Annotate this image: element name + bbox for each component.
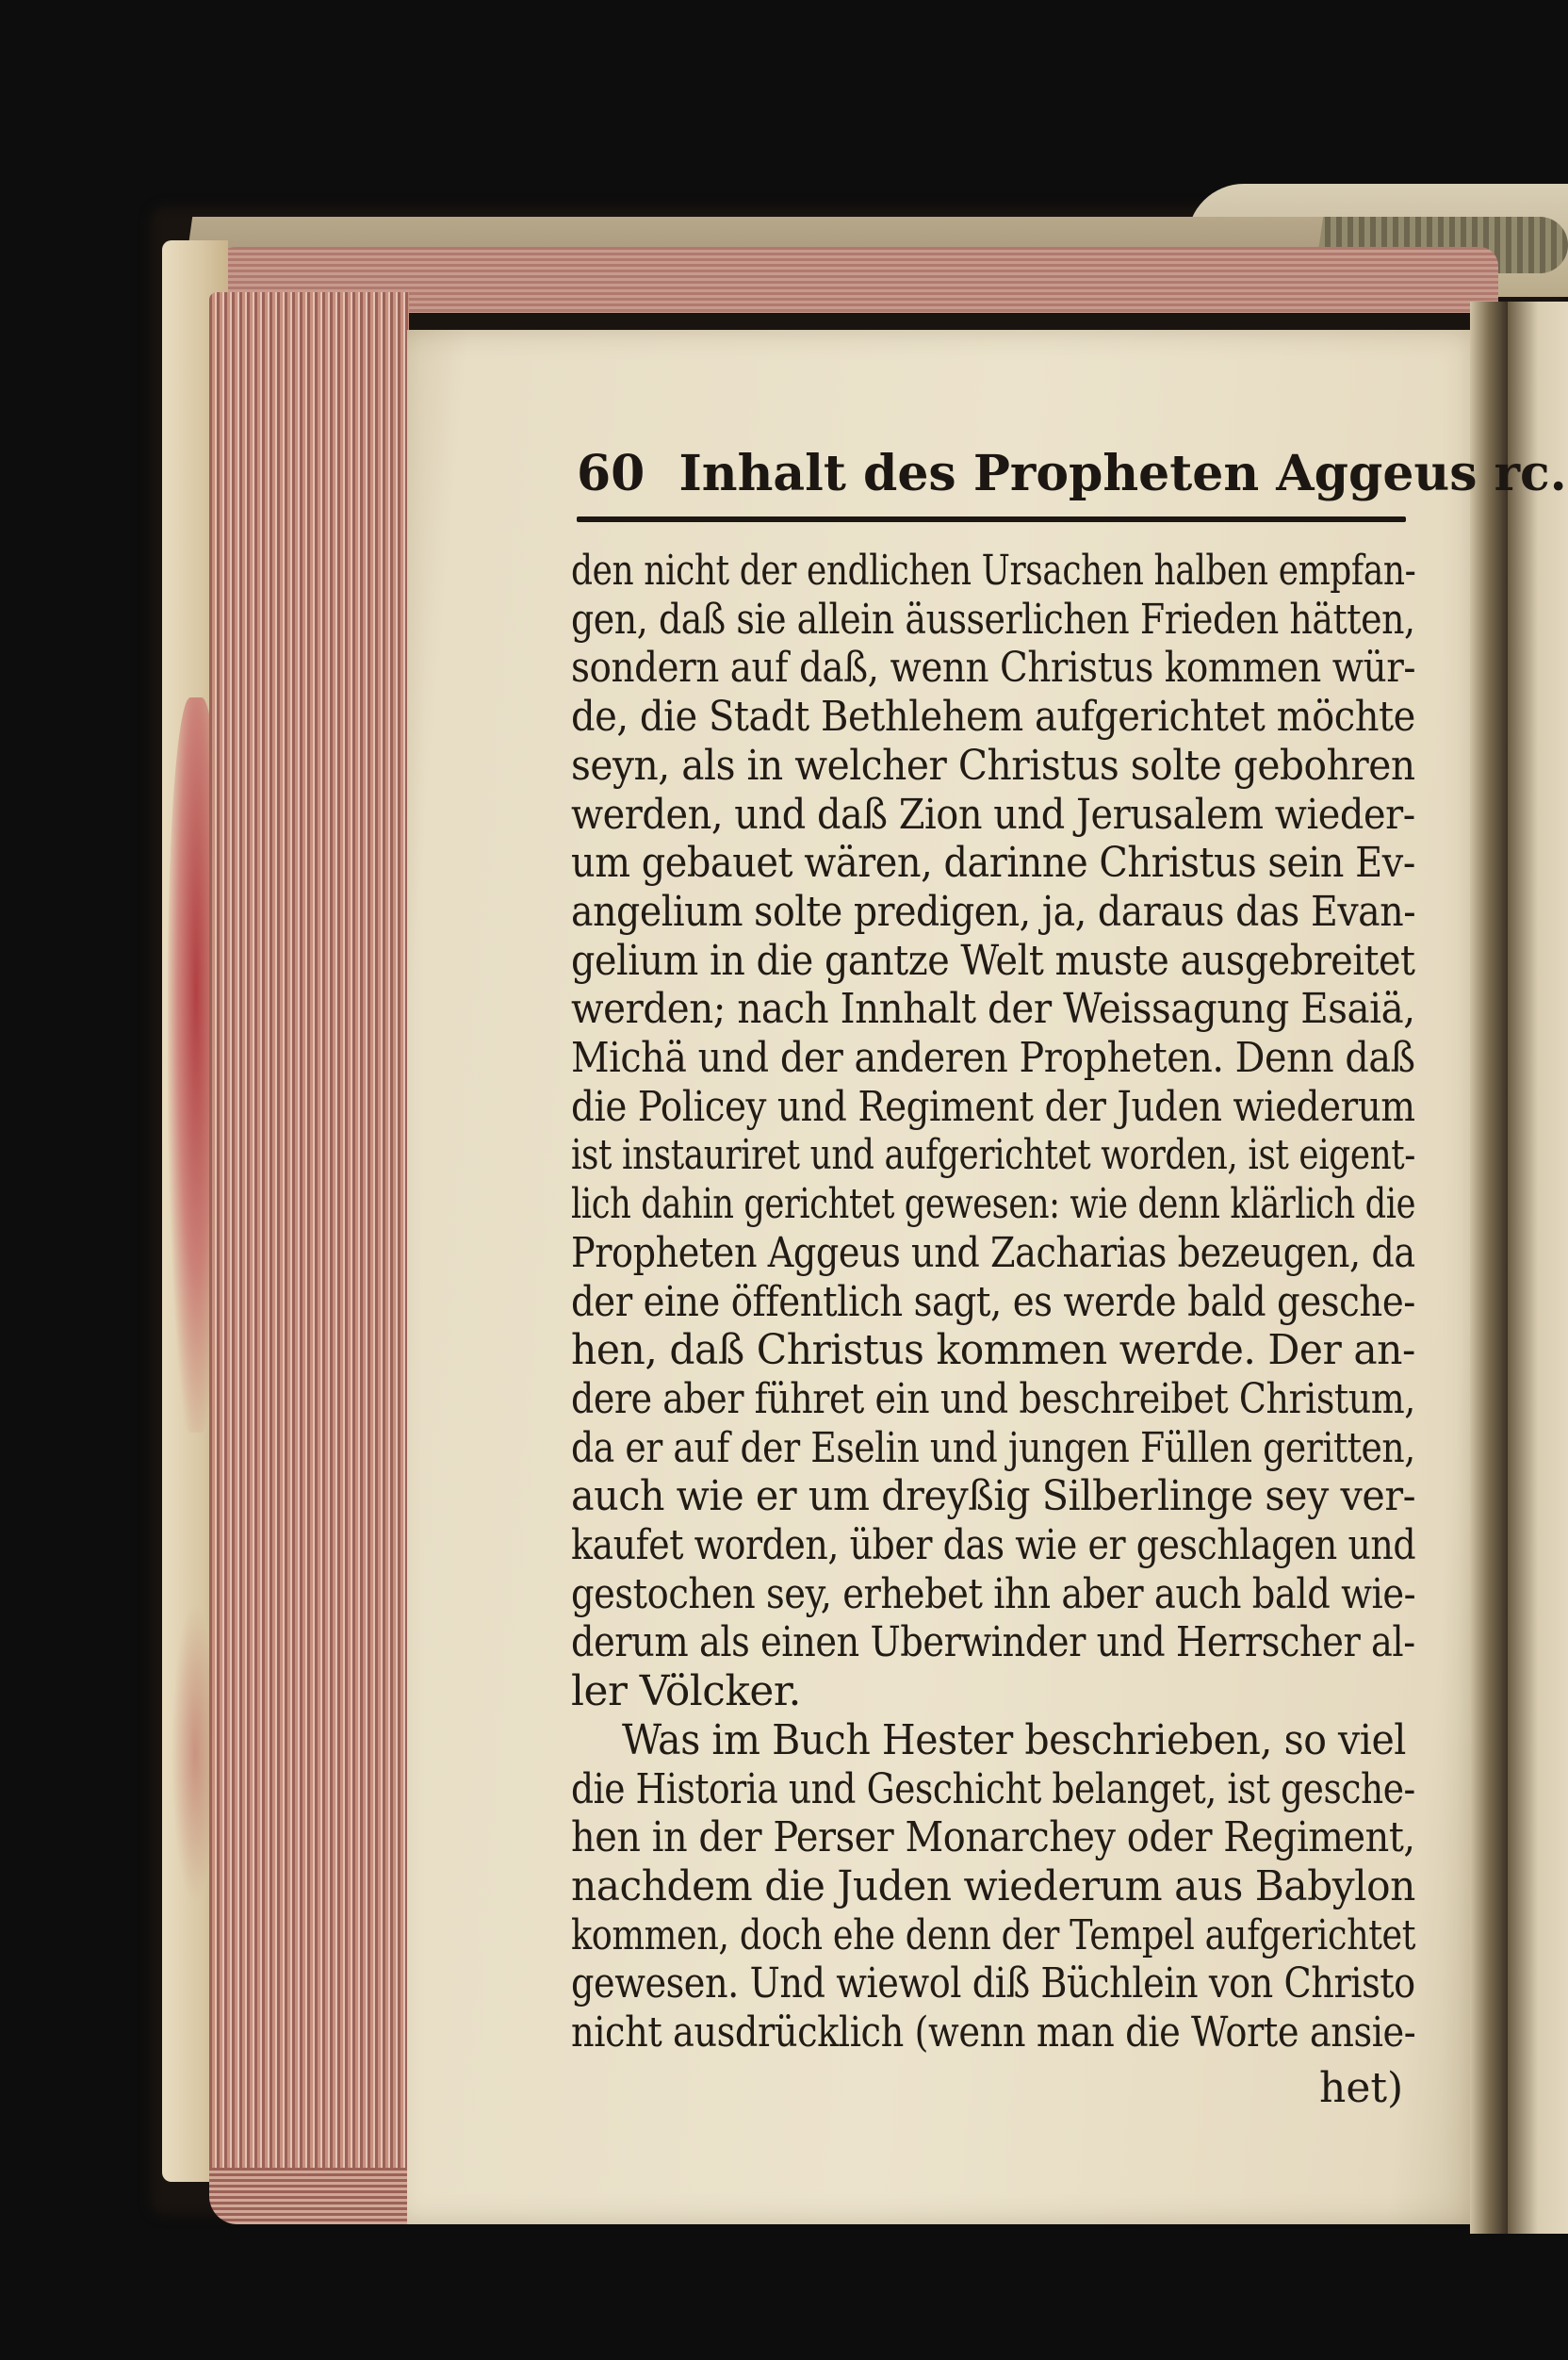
text-line: werden, und daß Zion und Jerusalem wieder- — [571, 790, 1415, 839]
text-line: den nicht der endlichen Ursachen halben empfan- — [571, 547, 1416, 595]
text-line: werden; nach Innhalt der Weissagung Esaiä, — [571, 985, 1415, 1034]
text-line: um gebauet wären, darinne Christus sein Ev- — [571, 839, 1415, 888]
text-line: die Historia und Geschicht belanget, ist gesche- — [571, 1764, 1415, 1813]
text-line: ler Völcker. — [571, 1667, 801, 1716]
text-line: sondern auf daß, wenn Christus kommen wür- — [571, 644, 1416, 693]
text-line: gen, daß sie allein äusserlichen Frieden hätten, — [571, 595, 1415, 644]
text-line: gelium in die gantze Welt muste ausgebreitet — [571, 936, 1415, 985]
text-line: dere aber führet ein und beschreibet Christum, — [571, 1374, 1415, 1423]
catchword: het) — [1319, 2064, 1404, 2112]
text-line: de, die Stadt Bethlehem aufgerichtet möchte — [571, 693, 1415, 742]
text-line: da er auf der Eselin und jungen Füllen geritten, — [571, 1423, 1415, 1472]
text-line: nicht ausdrücklich (wenn man die Worte ansie- — [571, 2008, 1416, 2057]
page-number: 60 — [577, 445, 645, 502]
text-line: Michä und der anderen Propheten. Denn daß — [571, 1034, 1415, 1082]
text-line: angelium solte predigen, ja, daraus das Evan- — [571, 887, 1416, 936]
text-line: kommen, doch ehe denn der Tempel aufgerichtet — [571, 1910, 1416, 1959]
running-head — [577, 445, 1567, 513]
text-line: gewesen. Und wiewol diß Büchlein von Christo — [571, 1959, 1415, 2008]
text-line: nachdem die Juden wiederum aus Babylon — [571, 1861, 1415, 1910]
running-title: Inhalt des Propheten Aggeus rc. — [678, 445, 1567, 502]
text-line: ist instauriret und aufgerichtet worden, ist eigent- — [571, 1131, 1415, 1180]
text-line: gestochen sey, erhebet ihn aber auch bald wie- — [571, 1569, 1416, 1618]
head-rule — [577, 516, 1406, 522]
text-line: kaufet worden, über das wie er geschlagen und — [571, 1521, 1416, 1569]
text-line: die Policey und Regiment der Juden wiederum — [571, 1082, 1415, 1131]
text-line: derum als einen Uberwinder und Herrscher al- — [571, 1618, 1415, 1667]
text-line: Was im Buch Hester beschrieben, so viel — [622, 1715, 1406, 1764]
text-line: lich dahin gerichtet gewesen: wie denn klärlich die — [571, 1180, 1416, 1229]
text-line: hen, daß Christus kommen werde. Der an- — [571, 1326, 1415, 1375]
text-line: der eine öffentlich sagt, es werde bald gesche- — [571, 1277, 1415, 1326]
text-line: auch wie er um dreyßig Silberlinge sey ver- — [571, 1472, 1416, 1521]
text-line: hen in der Perser Monarchey oder Regiment, — [571, 1813, 1415, 1862]
text-line: seyn, als in welcher Christus solte gebohren — [571, 741, 1415, 790]
text-line: Propheten Aggeus und Zacharias bezeugen, da — [571, 1228, 1415, 1277]
